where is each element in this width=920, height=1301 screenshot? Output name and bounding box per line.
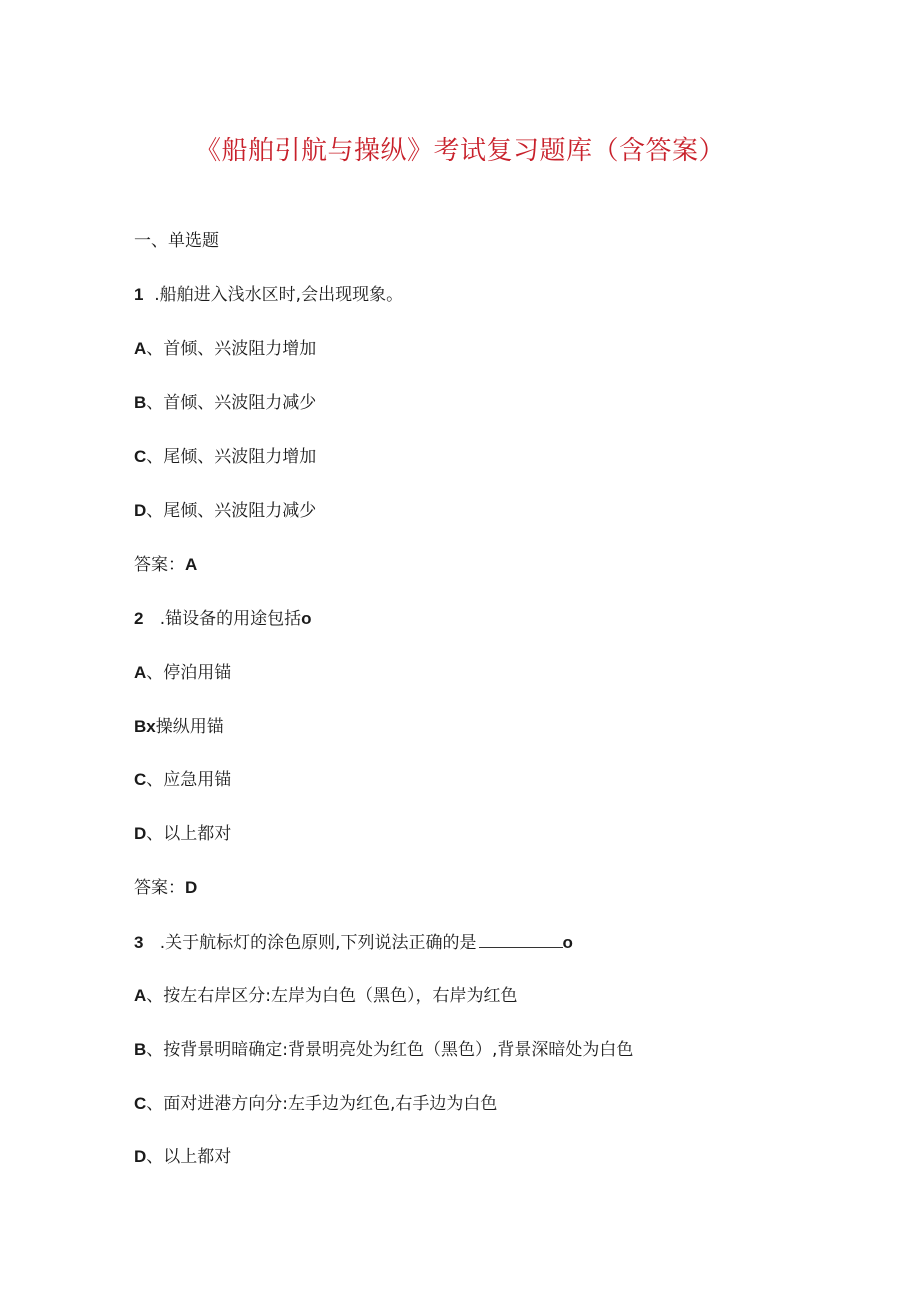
question-2-stem: [134, 608, 311, 630]
option-text: 操纵用锚: [155, 717, 224, 737]
answer-value: A: [185, 555, 198, 574]
question-number: 3: [134, 933, 144, 952]
option-separator: 、: [146, 986, 164, 1006]
option-letter: C: [134, 770, 147, 789]
option-text: 以上都对: [163, 824, 232, 844]
question-2-answer: [134, 877, 197, 899]
question-3-stem: [134, 931, 573, 954]
question-2-option-d: [134, 823, 231, 845]
option-text: 以上都对: [163, 1147, 232, 1167]
question-1-option-c: [134, 446, 316, 468]
question-number: 2: [134, 609, 144, 628]
option-letter: Bx: [134, 717, 156, 736]
option-text: 尾倾、兴波阻力减少: [163, 501, 317, 521]
fill-in-blank: [479, 931, 563, 948]
option-text: 停泊用锚: [163, 663, 232, 683]
question-number: 1: [134, 285, 144, 304]
option-separator: 、: [146, 501, 164, 521]
question-3-option-a: [134, 985, 518, 1007]
answer-label: 答案：: [134, 878, 185, 898]
option-separator: 、: [146, 824, 164, 844]
document-title: 《船舶引航与操纵》考试复习题库（含答案）: [194, 136, 725, 166]
option-text: 应急用锚: [163, 770, 232, 790]
question-2-option-b: [134, 716, 224, 738]
question-3-option-c: [134, 1093, 497, 1115]
answer-label: 答案：: [134, 555, 185, 575]
option-letter: D: [134, 1147, 147, 1166]
option-separator: 、: [146, 339, 164, 359]
option-text: 尾倾、兴波阻力增加: [163, 447, 317, 467]
question-text: .锚设备的用途包括: [159, 609, 302, 629]
question-2-option-c: [134, 769, 231, 791]
question-3-option-b: [134, 1039, 633, 1061]
question-suffix: o: [562, 933, 573, 952]
option-separator: 、: [146, 770, 164, 790]
question-1-option-d: [134, 500, 316, 522]
question-text: .船舶进入浅水区时,会出现现象。: [154, 285, 404, 305]
option-separator: 、: [146, 1040, 164, 1060]
option-letter: A: [134, 986, 147, 1005]
option-separator: 、: [146, 663, 164, 683]
question-3-option-d: [134, 1146, 231, 1168]
option-letter: A: [134, 663, 147, 682]
section-heading: 一、单选题: [134, 231, 219, 251]
option-text: 按背景明暗确定:背景明亮处为红色（黑色）,背景深暗处为白色: [163, 1040, 634, 1060]
option-separator: 、: [146, 1094, 164, 1114]
question-text: .关于航标灯的涂色原则,下列说法正确的是: [159, 933, 477, 953]
option-letter: C: [134, 1094, 147, 1113]
option-separator: 、: [146, 1147, 164, 1167]
option-letter: A: [134, 339, 147, 358]
question-1-option-b: [134, 392, 316, 414]
question-1-option-a: [134, 338, 316, 360]
option-separator: 、: [146, 447, 164, 467]
question-1-stem: [134, 284, 403, 306]
option-letter: D: [134, 824, 147, 843]
question-1-answer: [134, 554, 197, 576]
option-text: 首倾、兴波阻力减少: [163, 393, 317, 413]
option-letter: C: [134, 447, 147, 466]
option-separator: 、: [146, 393, 164, 413]
option-letter: B: [134, 393, 147, 412]
option-text: 面对进港方向分:左手边为红色,右手边为白色: [163, 1094, 498, 1114]
option-letter: D: [134, 501, 147, 520]
option-text: 首倾、兴波阻力增加: [163, 339, 317, 359]
option-text: 按左右岸区分:左岸为白色（黑色），右岸为红色: [163, 986, 518, 1006]
question-suffix: o: [301, 609, 312, 628]
option-letter: B: [134, 1040, 147, 1059]
answer-value: D: [185, 878, 198, 897]
question-2-option-a: [134, 662, 231, 684]
